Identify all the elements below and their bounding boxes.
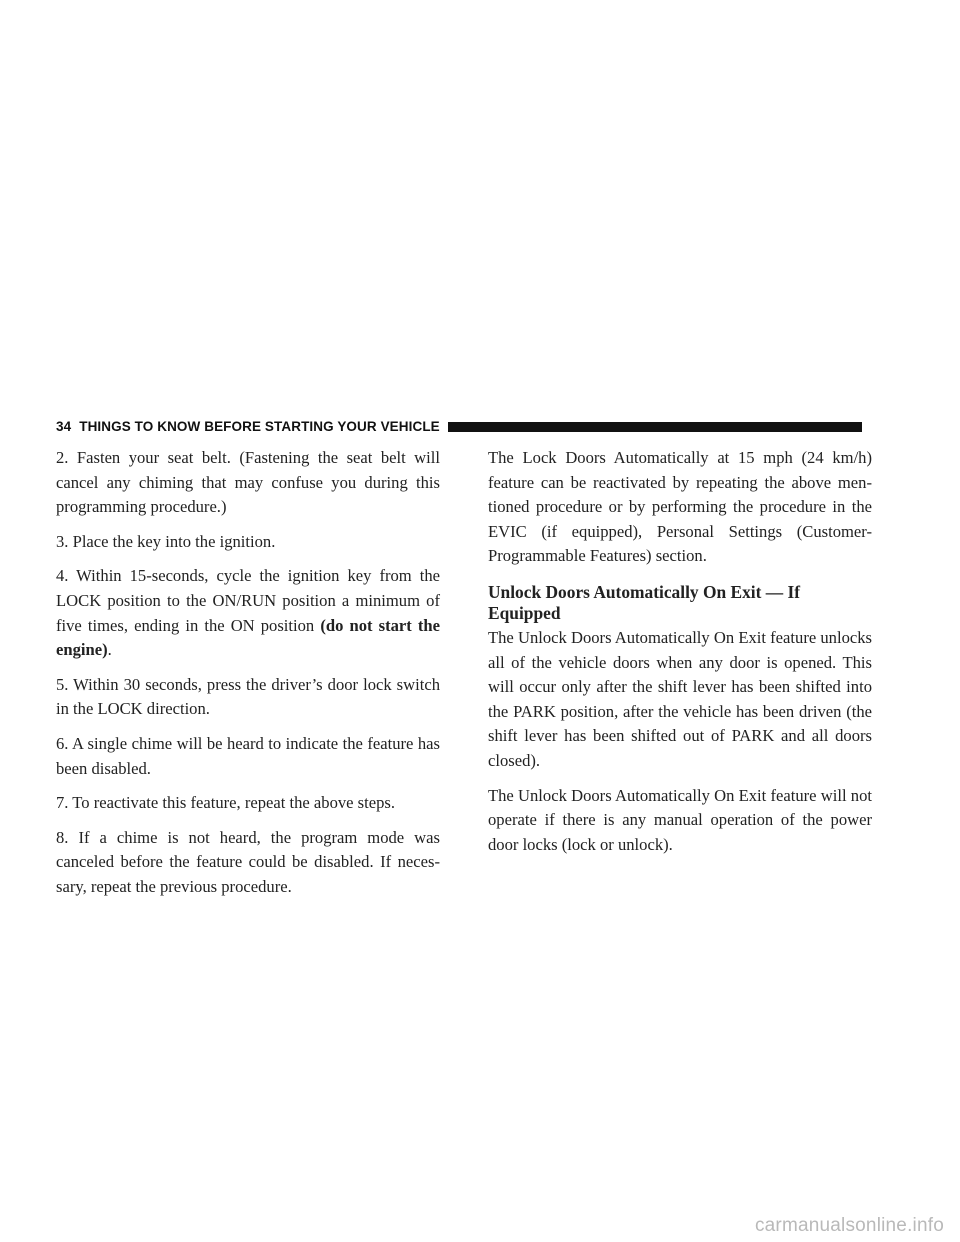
unlock-doors-heading: Unlock Doors Automatically On Exit — If Equipped (488, 581, 801, 623)
step-4-bold: (do not start the engine) (56, 615, 440, 660)
step-2: 2. Fasten your seat belt. (Fastening the seat belt will cancel any chiming that may confuse you during this programming procedure.) (56, 448, 440, 517)
step-5: 5. Within 30 seconds, press the driver’s door lock switch in the LOCK direction. (56, 674, 440, 719)
step-3: 3. Place the key into the ignition. (56, 531, 276, 551)
page-header (56, 413, 862, 439)
lock-doors-reactivate-paragraph: The Lock Doors Automatically at 15 mph (24 km/h) feature can be reactivated by repeating the above men-tioned procedure or by performing the procedure in the EVIC (if equipped), Personal Settings (Customer-Programmable Features) section. (488, 448, 872, 566)
unlock-doors-description: The Unlock Doors Automatically On Exit feature unlocks all of the vehicle doors when any door is opened. This will occur only after the shift lever has been shifted into the PARK position, after the vehicle has been driven (the shift lever has been shifted out of PARK and all doors closed). (488, 627, 872, 770)
step-8: 8. If a chime is not heard, the program mode was canceled before the feature could be disabled. If neces-sary, repeat the previous procedure. (56, 827, 440, 896)
step-7: 7. To reactivate this feature, repeat the above steps. (56, 793, 396, 813)
page-number: 34 (56, 418, 72, 434)
watermark: carmanualsonline.info (754, 1215, 944, 1236)
section-title: THINGS TO KNOW BEFORE STARTING YOUR VEHICLE (79, 418, 440, 434)
step-4-end: . (107, 640, 112, 660)
step-6: 6. A single chime will be heard to indicate the feature has been disabled. (56, 733, 440, 778)
unlock-doors-manual-note: The Unlock Doors Automatically On Exit feature will not operate if there is any manual operation of the power door locks (lock or unlock). (488, 785, 872, 854)
step-4-text: 4. Within 15-seconds, cycle the ignition key from the LOCK position to the ON/RUN position a minimum of five times, ending in the ON position (56, 566, 440, 635)
step-4 (56, 564, 440, 662)
left-column (56, 446, 440, 910)
header-rule (448, 422, 862, 432)
right-column (488, 446, 872, 867)
